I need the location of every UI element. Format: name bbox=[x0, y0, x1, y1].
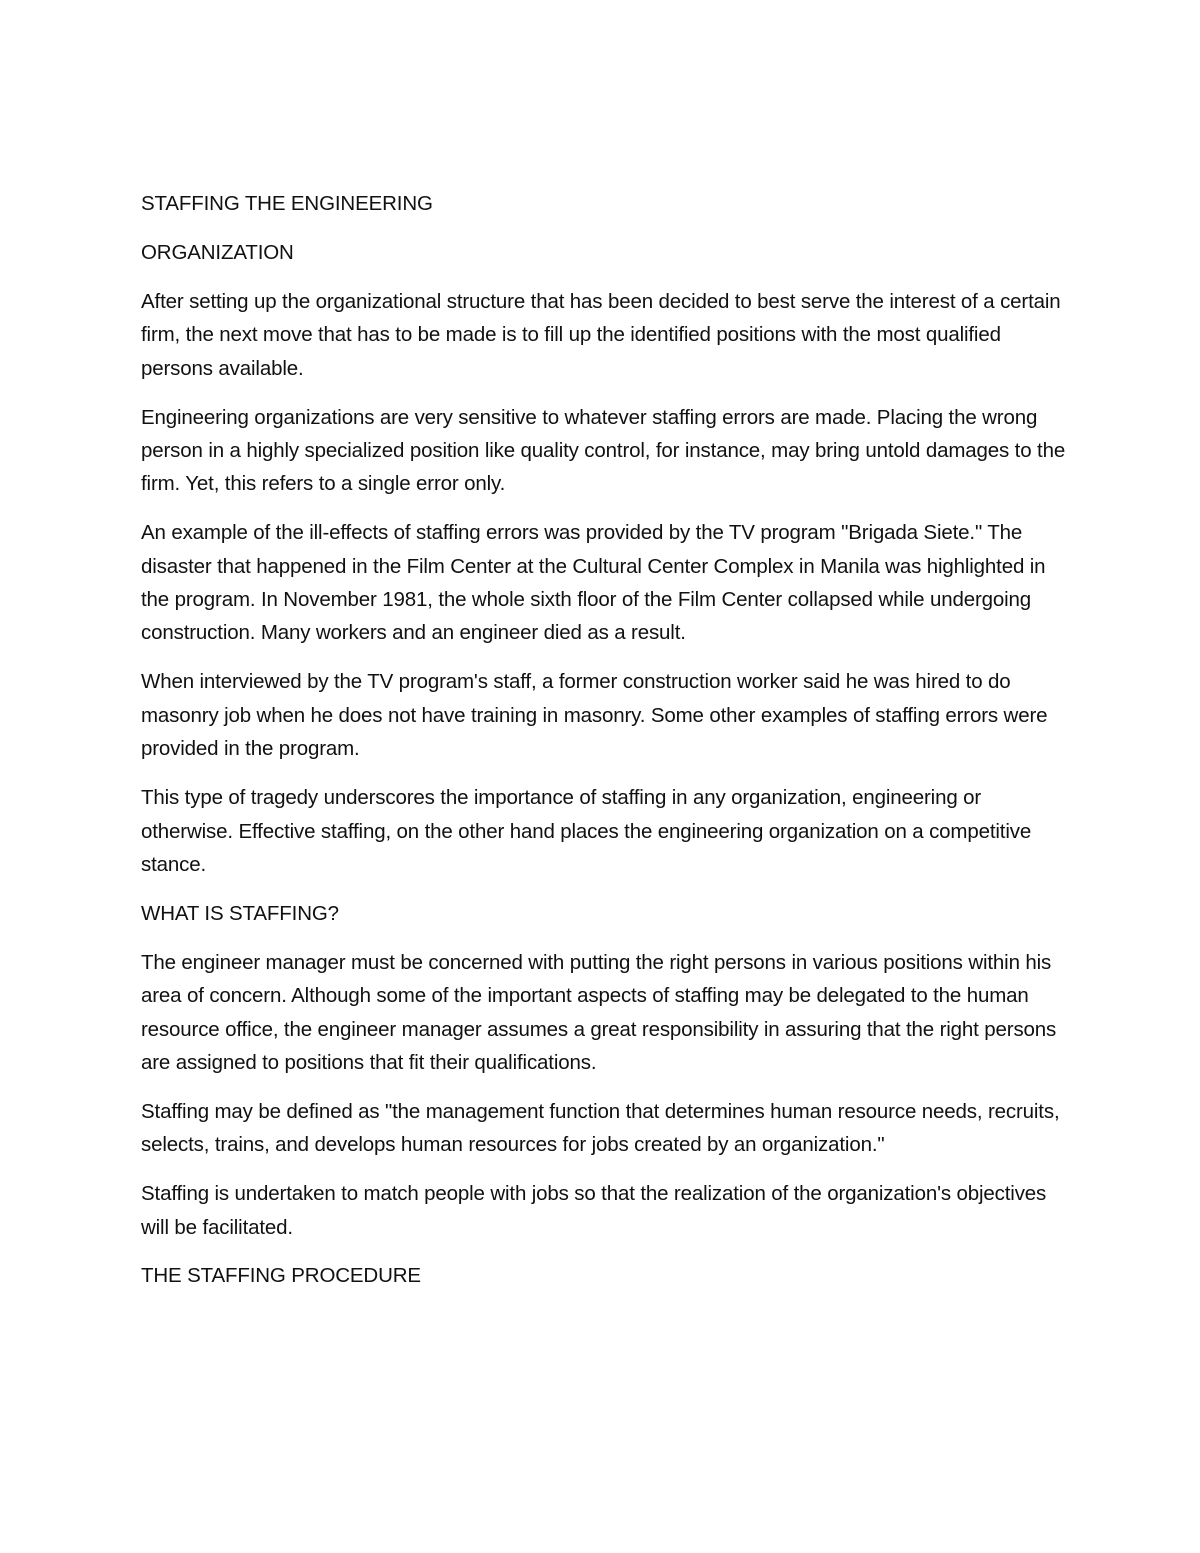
paragraph-intro: After setting up the organizational structure that has been decided to best serve the interest of a certain firm, the next move that has to be made is to fill up the identified positions with the most qualified persons available. bbox=[141, 289, 1061, 380]
document-body bbox=[141, 187, 1066, 1308]
paragraph-interview: When interviewed by the TV program's staff, a former construction worker said he was hired to do masonry job when he does not have training in masonry. Some other examples of staffing errors were provided in the program. bbox=[141, 670, 1048, 761]
paragraph-definition: Staffing may be defined as "the management function that determines human resource needs, recruits, selects, trains, and develops human resources for jobs created by an organization." bbox=[141, 1099, 1060, 1157]
title-line-2: ORGANIZATION bbox=[141, 240, 294, 264]
heading-staffing-procedure: THE STAFFING PROCEDURE bbox=[141, 1264, 421, 1288]
paragraph-manager: The engineer manager must be concerned with putting the right persons in various positions within his area of concern. Although some of the important aspects of staffing may be delegated to the human resource office, the engineer manager assumes a great responsibility in assuring that the right persons are assigned to positions that fit their qualifications. bbox=[141, 950, 1057, 1074]
title-line-1: STAFFING THE ENGINEERING bbox=[141, 192, 433, 215]
paragraph-purpose: Staffing is undertaken to match people with jobs so that the realization of the organization's objectives will be facilitated. bbox=[141, 1182, 1047, 1239]
paragraph-sensitivity: Engineering organizations are very sensitive to whatever staffing errors are made. Placing the wrong person in a highly specialized position like quality control, for instance, may bring untold damages to the firm. Yet, this refers to a single error only. bbox=[141, 405, 1066, 496]
paragraph-tragedy: This type of tragedy underscores the importance of staffing in any organization, engineering or otherwise. Effective staffing, on the other hand places the engineering organization on a competitive stance. bbox=[141, 786, 1032, 876]
paragraph-example: An example of the ill-effects of staffing errors was provided by the TV program "Brigada Siete." The disaster that happened in the Film Center at the Cultural Center Complex in Manila was highlighted in the program. In November 1981, the whole sixth floor of the Film Center collapsed while undergoing construction. Many workers and an engineer died as a result. bbox=[141, 521, 1046, 645]
heading-what-is-staffing: WHAT IS STAFFING? bbox=[141, 901, 339, 925]
